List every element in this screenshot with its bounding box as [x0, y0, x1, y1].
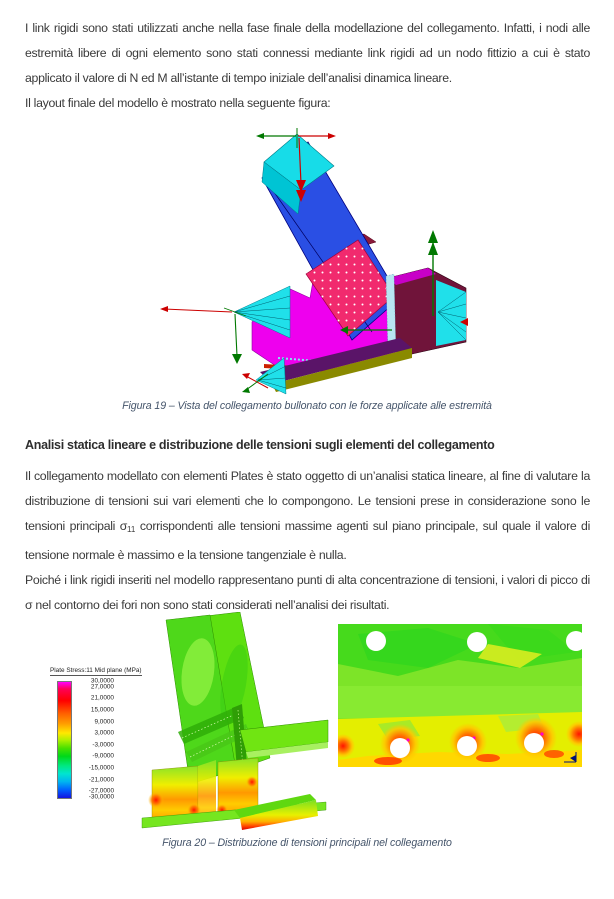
figure19-model-image: [160, 126, 470, 396]
legend-value: -30,0000: [88, 793, 114, 801]
legend-labels: [74, 677, 114, 801]
sigma-subscript: 11: [127, 525, 136, 535]
analysis-text-block: [25, 464, 590, 618]
legend-value: -27,0000: [88, 787, 114, 795]
left-force-arrows-icon: [160, 306, 246, 364]
paragraph-analysis: Il collegamento modellato con elementi Plates è stato oggetto di un’analisi statica lineare, al fine di valutare la distribuzione di tensioni sui vari elementi che lo compongono. Le tensioni prese in considerazione sono le tensioni principali $\sigma_{11}$ corrispondenti alle tensioni massime agenti sul piano principale, sul quale il valore di tensione normale è massimo e la tensione tangenziale è nulla.: [25, 469, 590, 562]
legend-value: 30,0000: [90, 677, 114, 685]
figure20-stress-model-image: [140, 612, 330, 830]
legend-value: 3,0000: [94, 729, 114, 737]
legend-value: -21,0000: [88, 776, 114, 784]
legend-value: 9,0000: [94, 718, 114, 726]
legend-value: 21,0000: [90, 694, 114, 702]
paragraph-peak-values: Poiché i link rigidi inseriti nel modello rappresentano punti di alta concentrazione di tensioni, i valori di picco di σ nel contorno dei fori non sono stati considerati nell’analisi dei risultati.: [25, 572, 590, 613]
legend-colorbar: [57, 681, 72, 799]
section-heading: Analisi statica lineare e distribuzione delle tensioni sugli elementi del collegamento: [25, 438, 495, 452]
legend-value: 27,0000: [90, 683, 114, 691]
figure20-caption: Figura 20 – Distribuzione di tensioni principali nel collegamento: [162, 837, 452, 849]
figure19-caption: Figura 19 – Vista del collegamento bullonato con le forze applicate alle estremità: [122, 400, 492, 412]
legend-value: -3,0000: [92, 741, 114, 749]
figure20-plate-contour-image: [338, 624, 582, 767]
legend-value: 15,0000: [90, 706, 114, 714]
legend-value: -9,0000: [92, 752, 114, 760]
legend-title: Plate Stress:11 Mid plane (MPa): [50, 667, 142, 674]
paragraph-layout-note: Il layout finale del modello è mostrato nella seguente figura:: [25, 96, 331, 110]
legend-value: -15,0000: [88, 764, 114, 772]
paragraph-intro: I link rigidi sono stati utilizzati anche nella fase finale della modellazione del collegamento. Infatti, i nodi alle estremità libere di ogni elemento sono stati connessi mediante link rigidi ad un nodo fittizio a cui è stato applicato il valore di N ed M all’istante di tempo iniziale dell’analisi dinamica lineare.: [25, 21, 590, 85]
intro-text-block: [25, 16, 590, 116]
